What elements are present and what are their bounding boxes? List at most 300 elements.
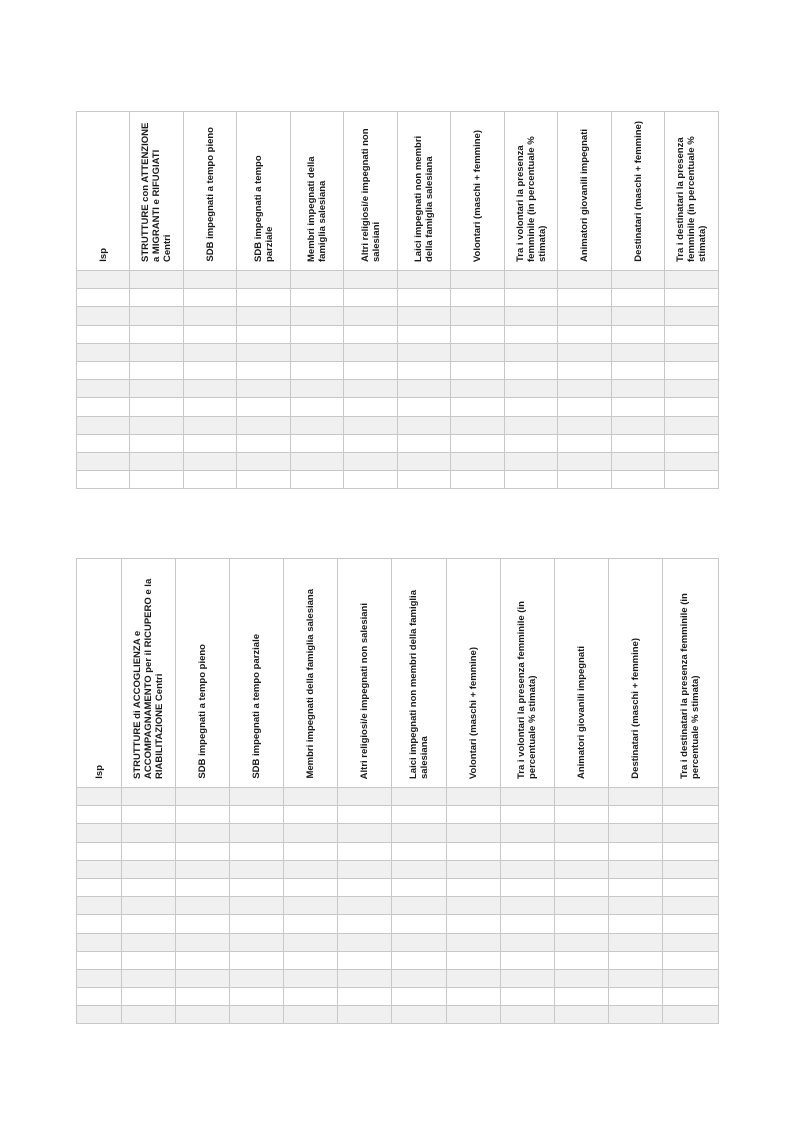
table-cell[interactable] <box>398 289 451 307</box>
table-cell[interactable] <box>184 271 237 289</box>
table-cell[interactable] <box>77 434 130 452</box>
table-cell[interactable] <box>662 951 718 969</box>
table-cell[interactable] <box>554 897 608 915</box>
table-cell[interactable] <box>398 343 451 361</box>
table-cell[interactable] <box>77 307 130 325</box>
table-cell[interactable] <box>176 860 230 878</box>
table-cell[interactable] <box>291 398 344 416</box>
table-cell[interactable] <box>237 343 291 361</box>
table-cell[interactable] <box>451 434 505 452</box>
table-cell[interactable] <box>451 271 505 289</box>
table-cell[interactable] <box>392 897 446 915</box>
table-cell[interactable] <box>77 915 122 933</box>
table-cell[interactable] <box>237 380 291 398</box>
table-cell[interactable] <box>122 842 176 860</box>
table-cell[interactable] <box>77 897 122 915</box>
table-cell[interactable] <box>500 1006 554 1024</box>
table-cell[interactable] <box>184 398 237 416</box>
table-cell[interactable] <box>446 988 500 1006</box>
table-cell[interactable] <box>554 988 608 1006</box>
table-cell[interactable] <box>77 398 130 416</box>
table-cell[interactable] <box>176 915 230 933</box>
table-cell[interactable] <box>237 452 291 470</box>
table-cell[interactable] <box>554 806 608 824</box>
table-cell[interactable] <box>612 307 665 325</box>
table-cell[interactable] <box>291 380 344 398</box>
table-cell[interactable] <box>237 325 291 343</box>
table-cell[interactable] <box>122 951 176 969</box>
table-cell[interactable] <box>344 361 398 379</box>
table-cell[interactable] <box>398 380 451 398</box>
table-cell[interactable] <box>554 860 608 878</box>
table-cell[interactable] <box>398 452 451 470</box>
table-cell[interactable] <box>392 969 446 987</box>
table-cell[interactable] <box>284 788 338 806</box>
table-cell[interactable] <box>230 897 284 915</box>
table-cell[interactable] <box>558 452 612 470</box>
table-cell[interactable] <box>500 842 554 860</box>
table-cell[interactable] <box>291 361 344 379</box>
table-cell[interactable] <box>505 289 558 307</box>
table-cell[interactable] <box>505 325 558 343</box>
table-cell[interactable] <box>77 878 122 896</box>
table-cell[interactable] <box>662 788 718 806</box>
table-cell[interactable] <box>500 878 554 896</box>
table-cell[interactable] <box>612 361 665 379</box>
table-cell[interactable] <box>77 842 122 860</box>
table-cell[interactable] <box>500 860 554 878</box>
table-cell[interactable] <box>554 788 608 806</box>
table-cell[interactable] <box>558 271 612 289</box>
table-cell[interactable] <box>612 416 665 434</box>
table-cell[interactable] <box>176 842 230 860</box>
table-cell[interactable] <box>558 471 612 489</box>
table-cell[interactable] <box>77 988 122 1006</box>
table-cell[interactable] <box>77 933 122 951</box>
table-cell[interactable] <box>77 325 130 343</box>
table-cell[interactable] <box>77 806 122 824</box>
table-cell[interactable] <box>446 860 500 878</box>
table-cell[interactable] <box>505 398 558 416</box>
table-cell[interactable] <box>392 933 446 951</box>
table-cell[interactable] <box>230 915 284 933</box>
table-cell[interactable] <box>284 878 338 896</box>
table-cell[interactable] <box>230 824 284 842</box>
table-cell[interactable] <box>554 1006 608 1024</box>
table-cell[interactable] <box>398 471 451 489</box>
table-cell[interactable] <box>398 434 451 452</box>
table-cell[interactable] <box>554 915 608 933</box>
table-cell[interactable] <box>665 398 719 416</box>
table-cell[interactable] <box>237 289 291 307</box>
table-cell[interactable] <box>608 988 662 1006</box>
table-cell[interactable] <box>291 452 344 470</box>
table-cell[interactable] <box>392 860 446 878</box>
table-cell[interactable] <box>612 452 665 470</box>
table-cell[interactable] <box>505 416 558 434</box>
table-cell[interactable] <box>122 915 176 933</box>
table-cell[interactable] <box>608 842 662 860</box>
table-cell[interactable] <box>284 915 338 933</box>
table-cell[interactable] <box>230 933 284 951</box>
table-cell[interactable] <box>344 325 398 343</box>
table-cell[interactable] <box>338 988 392 1006</box>
table-cell[interactable] <box>500 788 554 806</box>
table-cell[interactable] <box>176 951 230 969</box>
table-cell[interactable] <box>500 969 554 987</box>
table-cell[interactable] <box>230 951 284 969</box>
table-cell[interactable] <box>291 343 344 361</box>
table-cell[interactable] <box>77 361 130 379</box>
table-cell[interactable] <box>230 860 284 878</box>
table-cell[interactable] <box>451 343 505 361</box>
table-cell[interactable] <box>608 915 662 933</box>
table-cell[interactable] <box>558 398 612 416</box>
table-cell[interactable] <box>176 897 230 915</box>
table-cell[interactable] <box>612 434 665 452</box>
table-cell[interactable] <box>451 380 505 398</box>
table-cell[interactable] <box>122 806 176 824</box>
table-cell[interactable] <box>237 434 291 452</box>
table-cell[interactable] <box>130 434 184 452</box>
table-cell[interactable] <box>284 897 338 915</box>
table-cell[interactable] <box>122 860 176 878</box>
table-cell[interactable] <box>77 471 130 489</box>
table-cell[interactable] <box>338 878 392 896</box>
table-cell[interactable] <box>451 398 505 416</box>
table-cell[interactable] <box>398 307 451 325</box>
table-cell[interactable] <box>612 271 665 289</box>
table-cell[interactable] <box>344 380 398 398</box>
table-cell[interactable] <box>612 471 665 489</box>
table-cell[interactable] <box>130 471 184 489</box>
table-cell[interactable] <box>608 933 662 951</box>
table-cell[interactable] <box>665 361 719 379</box>
table-cell[interactable] <box>184 307 237 325</box>
table-cell[interactable] <box>184 452 237 470</box>
table-cell[interactable] <box>237 271 291 289</box>
table-cell[interactable] <box>338 1006 392 1024</box>
table-cell[interactable] <box>558 361 612 379</box>
table-cell[interactable] <box>392 788 446 806</box>
table-cell[interactable] <box>291 271 344 289</box>
table-cell[interactable] <box>291 416 344 434</box>
table-cell[interactable] <box>662 915 718 933</box>
table-cell[interactable] <box>554 842 608 860</box>
table-cell[interactable] <box>77 289 130 307</box>
table-cell[interactable] <box>392 878 446 896</box>
table-cell[interactable] <box>665 289 719 307</box>
table-cell[interactable] <box>122 897 176 915</box>
table-cell[interactable] <box>662 1006 718 1024</box>
table-cell[interactable] <box>237 307 291 325</box>
table-cell[interactable] <box>558 325 612 343</box>
table-cell[interactable] <box>184 325 237 343</box>
table-cell[interactable] <box>662 824 718 842</box>
table-cell[interactable] <box>446 915 500 933</box>
table-cell[interactable] <box>451 307 505 325</box>
table-cell[interactable] <box>505 307 558 325</box>
table-cell[interactable] <box>662 988 718 1006</box>
table-cell[interactable] <box>284 824 338 842</box>
table-cell[interactable] <box>662 806 718 824</box>
table-cell[interactable] <box>77 951 122 969</box>
table-cell[interactable] <box>608 969 662 987</box>
table-cell[interactable] <box>665 471 719 489</box>
table-cell[interactable] <box>77 416 130 434</box>
table-cell[interactable] <box>130 343 184 361</box>
table-cell[interactable] <box>451 416 505 434</box>
table-cell[interactable] <box>500 988 554 1006</box>
table-cell[interactable] <box>284 988 338 1006</box>
table-cell[interactable] <box>451 452 505 470</box>
table-cell[interactable] <box>665 271 719 289</box>
table-cell[interactable] <box>392 951 446 969</box>
table-cell[interactable] <box>77 343 130 361</box>
table-cell[interactable] <box>554 878 608 896</box>
table-cell[interactable] <box>558 434 612 452</box>
table-cell[interactable] <box>338 915 392 933</box>
table-cell[interactable] <box>612 289 665 307</box>
table-cell[interactable] <box>284 951 338 969</box>
table-cell[interactable] <box>558 343 612 361</box>
table-cell[interactable] <box>291 289 344 307</box>
table-cell[interactable] <box>608 878 662 896</box>
table-cell[interactable] <box>122 969 176 987</box>
table-cell[interactable] <box>665 416 719 434</box>
table-cell[interactable] <box>130 380 184 398</box>
table-cell[interactable] <box>665 343 719 361</box>
table-cell[interactable] <box>122 988 176 1006</box>
table-cell[interactable] <box>338 951 392 969</box>
table-cell[interactable] <box>77 860 122 878</box>
table-cell[interactable] <box>230 1006 284 1024</box>
table-cell[interactable] <box>176 969 230 987</box>
table-cell[interactable] <box>554 933 608 951</box>
table-cell[interactable] <box>338 897 392 915</box>
table-cell[interactable] <box>184 471 237 489</box>
table-cell[interactable] <box>237 416 291 434</box>
table-cell[interactable] <box>505 471 558 489</box>
table-cell[interactable] <box>505 271 558 289</box>
table-cell[interactable] <box>344 289 398 307</box>
table-cell[interactable] <box>184 434 237 452</box>
table-cell[interactable] <box>291 325 344 343</box>
table-cell[interactable] <box>344 416 398 434</box>
table-cell[interactable] <box>500 915 554 933</box>
table-cell[interactable] <box>122 788 176 806</box>
table-cell[interactable] <box>338 824 392 842</box>
table-cell[interactable] <box>344 398 398 416</box>
table-cell[interactable] <box>392 1006 446 1024</box>
table-cell[interactable] <box>344 343 398 361</box>
table-cell[interactable] <box>392 806 446 824</box>
table-cell[interactable] <box>184 289 237 307</box>
table-cell[interactable] <box>500 806 554 824</box>
table-cell[interactable] <box>505 380 558 398</box>
table-cell[interactable] <box>122 878 176 896</box>
table-cell[interactable] <box>500 824 554 842</box>
table-cell[interactable] <box>558 307 612 325</box>
table-cell[interactable] <box>338 842 392 860</box>
table-cell[interactable] <box>662 897 718 915</box>
table-cell[interactable] <box>446 969 500 987</box>
table-cell[interactable] <box>184 343 237 361</box>
table-cell[interactable] <box>612 325 665 343</box>
table-cell[interactable] <box>505 434 558 452</box>
table-cell[interactable] <box>665 380 719 398</box>
table-cell[interactable] <box>176 824 230 842</box>
table-cell[interactable] <box>500 897 554 915</box>
table-cell[interactable] <box>446 842 500 860</box>
table-cell[interactable] <box>451 325 505 343</box>
table-cell[interactable] <box>77 1006 122 1024</box>
table-cell[interactable] <box>130 289 184 307</box>
table-cell[interactable] <box>392 915 446 933</box>
table-cell[interactable] <box>505 361 558 379</box>
table-cell[interactable] <box>662 860 718 878</box>
table-cell[interactable] <box>398 416 451 434</box>
table-cell[interactable] <box>77 824 122 842</box>
table-cell[interactable] <box>291 434 344 452</box>
table-cell[interactable] <box>392 842 446 860</box>
table-cell[interactable] <box>554 951 608 969</box>
table-cell[interactable] <box>291 471 344 489</box>
table-cell[interactable] <box>446 951 500 969</box>
table-cell[interactable] <box>662 933 718 951</box>
table-cell[interactable] <box>176 933 230 951</box>
table-cell[interactable] <box>338 806 392 824</box>
table-cell[interactable] <box>344 307 398 325</box>
table-cell[interactable] <box>130 271 184 289</box>
table-cell[interactable] <box>338 788 392 806</box>
table-cell[interactable] <box>446 878 500 896</box>
table-cell[interactable] <box>665 434 719 452</box>
table-cell[interactable] <box>176 806 230 824</box>
table-cell[interactable] <box>500 951 554 969</box>
table-cell[interactable] <box>284 969 338 987</box>
table-cell[interactable] <box>77 452 130 470</box>
table-cell[interactable] <box>662 878 718 896</box>
table-cell[interactable] <box>500 933 554 951</box>
table-cell[interactable] <box>176 878 230 896</box>
table-cell[interactable] <box>665 307 719 325</box>
table-cell[interactable] <box>130 398 184 416</box>
table-cell[interactable] <box>230 988 284 1006</box>
table-cell[interactable] <box>665 325 719 343</box>
table-cell[interactable] <box>558 416 612 434</box>
table-cell[interactable] <box>284 806 338 824</box>
table-cell[interactable] <box>398 398 451 416</box>
table-cell[interactable] <box>122 1006 176 1024</box>
table-cell[interactable] <box>184 361 237 379</box>
table-cell[interactable] <box>612 398 665 416</box>
table-cell[interactable] <box>608 824 662 842</box>
table-cell[interactable] <box>446 788 500 806</box>
table-cell[interactable] <box>122 824 176 842</box>
table-cell[interactable] <box>662 969 718 987</box>
table-cell[interactable] <box>77 271 130 289</box>
table-cell[interactable] <box>446 1006 500 1024</box>
table-cell[interactable] <box>608 1006 662 1024</box>
table-cell[interactable] <box>554 969 608 987</box>
table-cell[interactable] <box>608 806 662 824</box>
table-cell[interactable] <box>237 361 291 379</box>
table-cell[interactable] <box>446 824 500 842</box>
table-cell[interactable] <box>284 933 338 951</box>
table-cell[interactable] <box>77 380 130 398</box>
table-cell[interactable] <box>665 452 719 470</box>
table-cell[interactable] <box>446 897 500 915</box>
table-cell[interactable] <box>130 361 184 379</box>
table-cell[interactable] <box>608 860 662 878</box>
table-cell[interactable] <box>398 361 451 379</box>
table-cell[interactable] <box>284 860 338 878</box>
table-cell[interactable] <box>446 806 500 824</box>
table-cell[interactable] <box>184 380 237 398</box>
table-cell[interactable] <box>237 471 291 489</box>
table-cell[interactable] <box>230 878 284 896</box>
table-cell[interactable] <box>392 988 446 1006</box>
table-cell[interactable] <box>284 1006 338 1024</box>
table-cell[interactable] <box>505 452 558 470</box>
table-cell[interactable] <box>237 398 291 416</box>
table-cell[interactable] <box>122 933 176 951</box>
table-cell[interactable] <box>176 788 230 806</box>
table-cell[interactable] <box>608 897 662 915</box>
table-cell[interactable] <box>338 969 392 987</box>
table-cell[interactable] <box>230 806 284 824</box>
table-cell[interactable] <box>608 788 662 806</box>
table-cell[interactable] <box>451 361 505 379</box>
table-cell[interactable] <box>230 788 284 806</box>
table-cell[interactable] <box>398 271 451 289</box>
table-cell[interactable] <box>130 307 184 325</box>
table-cell[interactable] <box>344 271 398 289</box>
table-cell[interactable] <box>344 471 398 489</box>
table-cell[interactable] <box>230 842 284 860</box>
table-cell[interactable] <box>608 951 662 969</box>
table-cell[interactable] <box>338 860 392 878</box>
table-cell[interactable] <box>451 471 505 489</box>
table-cell[interactable] <box>612 343 665 361</box>
table-cell[interactable] <box>446 933 500 951</box>
table-cell[interactable] <box>554 824 608 842</box>
table-cell[interactable] <box>130 452 184 470</box>
table-cell[interactable] <box>398 325 451 343</box>
table-cell[interactable] <box>558 380 612 398</box>
table-cell[interactable] <box>505 343 558 361</box>
table-cell[interactable] <box>338 933 392 951</box>
table-cell[interactable] <box>662 842 718 860</box>
table-cell[interactable] <box>284 842 338 860</box>
table-cell[interactable] <box>612 380 665 398</box>
table-cell[interactable] <box>184 416 237 434</box>
table-cell[interactable] <box>176 1006 230 1024</box>
table-cell[interactable] <box>291 307 344 325</box>
table-cell[interactable] <box>130 416 184 434</box>
table-cell[interactable] <box>558 289 612 307</box>
table-cell[interactable] <box>344 434 398 452</box>
table-cell[interactable] <box>176 988 230 1006</box>
table-cell[interactable] <box>344 452 398 470</box>
table-cell[interactable] <box>77 788 122 806</box>
table-cell[interactable] <box>130 325 184 343</box>
table-cell[interactable] <box>392 824 446 842</box>
table-cell[interactable] <box>77 969 122 987</box>
table-cell[interactable] <box>230 969 284 987</box>
table-cell[interactable] <box>451 289 505 307</box>
